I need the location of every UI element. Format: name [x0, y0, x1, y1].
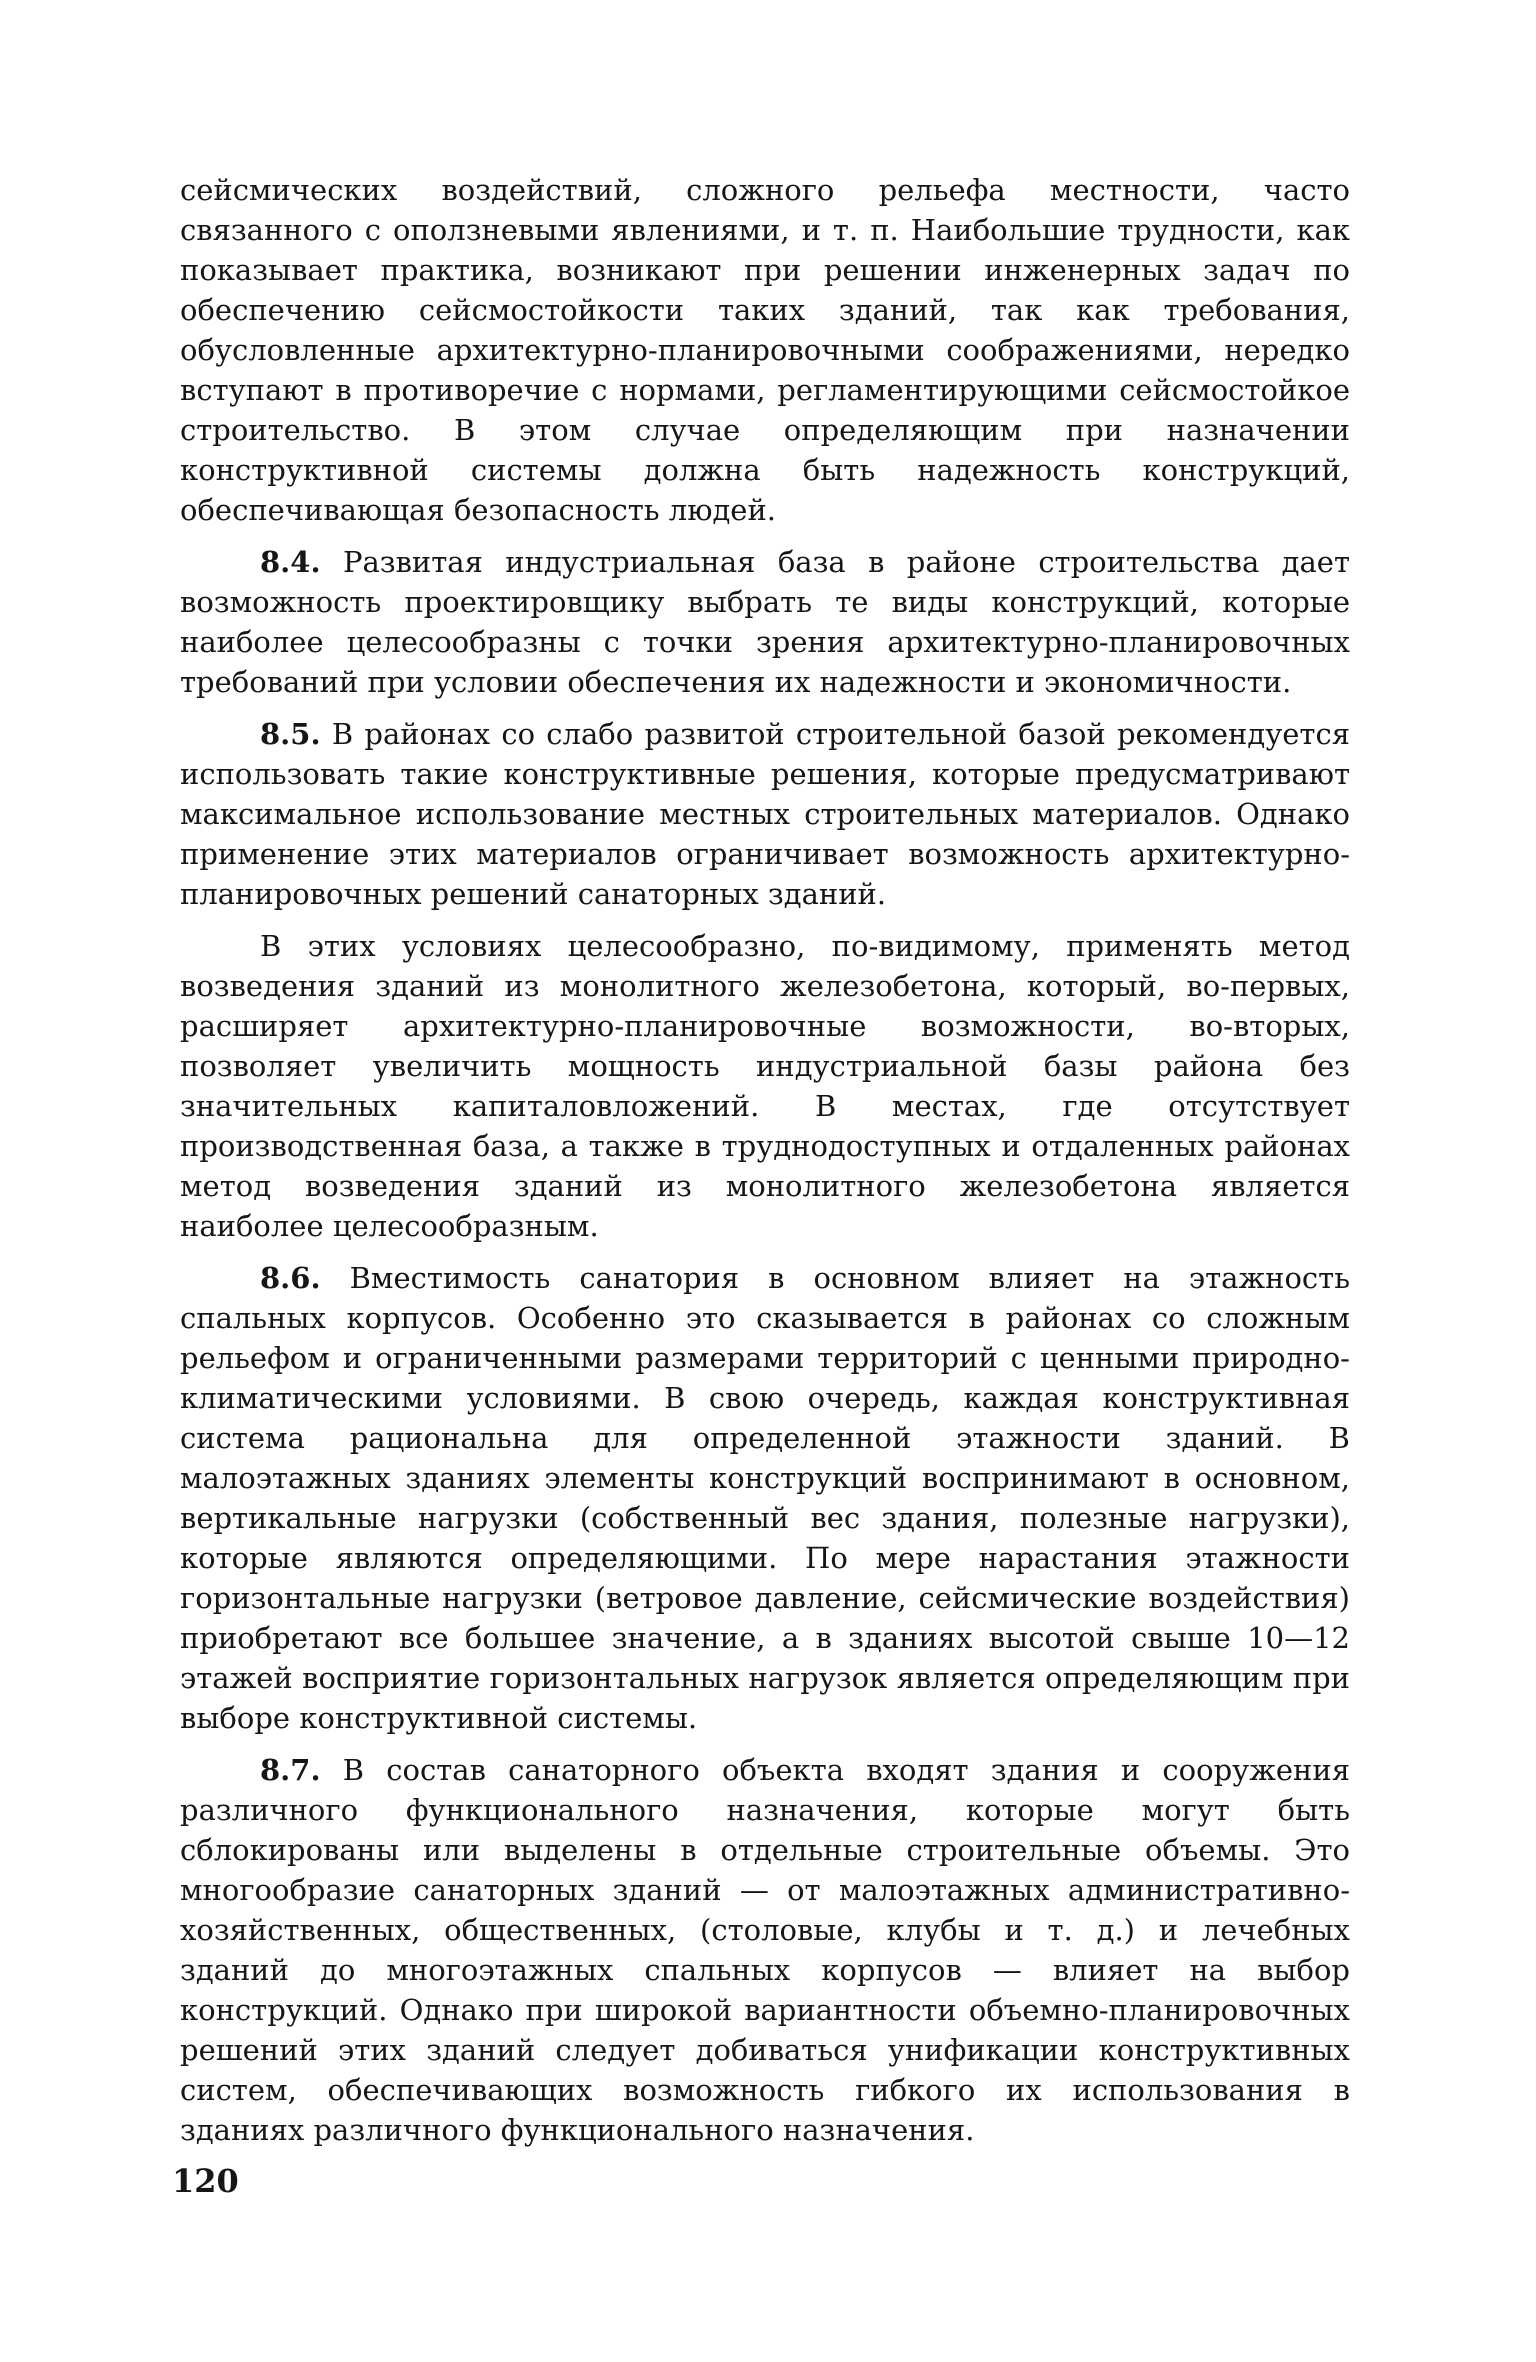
paragraph-text: Вместимость санатория в основном влияет на этажность спальных корпусов. Особенно это сказывается в районах со сложным рельефом и ограниченными размерами территорий с ценными природно-климатическими условиями. В свою очередь, каждая конструктивная система рациональна для определенной этажности зданий. В малоэтажных зданиях элементы конструкций воспринимают в основном, вертикальные нагрузки (собственный вес здания, полезные нагрузки), которые являются определяющими. По мере нарастания этажности горизонтальные нагрузки (ветровое давление, сейсмические воздействия) приобретают все большее значение, а в зданиях высотой свыше 10—12 этажей восприятие горизонтальных нагрузок является определяющим при выборе конструктивной системы. — [180, 1261, 1351, 1735]
page-number: 120 — [172, 2162, 239, 2200]
paragraph-text: В состав санаторного объекта входят здания и сооружения различного функционального назначения, которые могут быть сблокированы или выделены в отдельные строительные объемы. Это многообразие санаторных зданий — от малоэтажных административно-хозяйственных, общественных, (столовые, клубы и т. д.) и лечебных зданий до многоэтажных спальных корпусов — влияет на выбор конструкций. Однако при широкой вариантности объемно-планировочных решений этих зданий следует добиваться унификации конструктивных систем, обеспечивающих возможность гибкого их использования в зданиях различного функционального назначения. — [180, 1753, 1351, 2147]
section-number: 8.5. — [260, 717, 321, 751]
section-number: 8.4. — [260, 545, 321, 579]
section-number: 8.6. — [260, 1261, 321, 1295]
paragraph-8-6 — [180, 1258, 1350, 1738]
paragraph-8-5-cont — [180, 926, 1350, 1246]
paragraph-continuation — [180, 170, 1350, 530]
paragraph-text: сейсмических воздействий, сложного рельефа местности, часто связанного с оползневыми явлениями, и т. п. Наибольшие трудности, как показывает практика, возникают при решении инженерных задач по обеспечению сейсмостойкости таких зданий, так как требования, обусловленные архитектурно-планировочными соображениями, нередко вступают в противоречие с нормами, регламентирующими сейсмостойкое строительство. В этом случае определяющим при назначении конструктивной системы должна быть надежность конструкций, обеспечивающая безопасность людей. — [180, 173, 1350, 527]
paragraph-text: В районах со слабо развитой строительной базой рекомендуется использовать такие конструктивные решения, которые предусматривают максимальное использование местных строительных материалов. Однако применение этих материалов ограничивает возможность архитектурно-планировочных решений санаторных зданий. — [180, 717, 1350, 911]
section-number: 8.7. — [260, 1753, 321, 1787]
paragraph-text: Развитая индустриальная база в районе строительства дает возможность проектировщику выбрать те виды конструкций, которые наиболее целесообразны с точки зрения архитектурно-планировочных требований при условии обеспечения их надежности и экономичности. — [180, 545, 1351, 699]
paragraph-8-7 — [180, 1750, 1350, 2150]
paragraph-8-5 — [180, 714, 1350, 914]
page-body — [180, 170, 1350, 2162]
paragraph-8-4 — [180, 542, 1350, 702]
paragraph-text: В этих условиях целесообразно, по-видимому, применять метод возведения зданий из монолитного железобетона, который, во-первых, расширяет архитектурно-планировочные возможности, во-вторых, позволяет увеличить мощность индустриальной базы района без значительных капиталовложений. В местах, где отсутствует производственная база, а также в труднодоступных и отдаленных районах метод возведения зданий из монолитного железобетона является наиболее целесообразным. — [180, 929, 1350, 1243]
